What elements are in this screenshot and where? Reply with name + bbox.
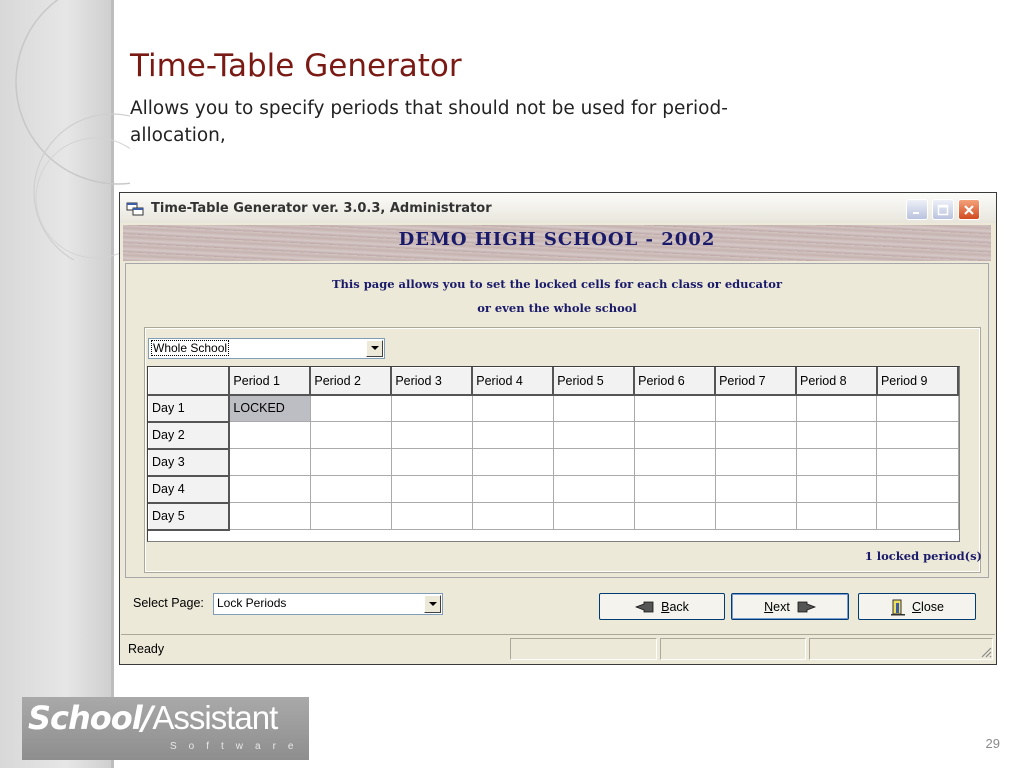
back-button[interactable] bbox=[599, 593, 725, 620]
grid-cell[interactable] bbox=[877, 395, 958, 422]
day-header[interactable]: Day 1 bbox=[149, 395, 230, 422]
grid-cell[interactable] bbox=[553, 395, 634, 422]
grid-cell[interactable] bbox=[391, 476, 472, 503]
grid-cell[interactable] bbox=[391, 395, 472, 422]
scope-dropdown-arrow[interactable] bbox=[366, 340, 383, 357]
grid-cell[interactable] bbox=[553, 422, 634, 449]
grid-cell[interactable] bbox=[715, 395, 796, 422]
grid-cell-locked[interactable]: LOCKED bbox=[229, 395, 310, 422]
day-header[interactable]: Day 2 bbox=[149, 422, 230, 449]
grid-header-row bbox=[149, 368, 959, 395]
minimize-icon bbox=[912, 205, 922, 215]
grid-cell[interactable] bbox=[796, 476, 877, 503]
lock-table bbox=[148, 367, 959, 531]
grid-cell[interactable] bbox=[472, 422, 553, 449]
grid-cell[interactable] bbox=[310, 449, 391, 476]
next-accel-key: N bbox=[764, 599, 774, 614]
period-header[interactable]: Period 1 bbox=[229, 368, 310, 395]
grid-cell[interactable] bbox=[310, 476, 391, 503]
logo-tagline: Software bbox=[170, 741, 306, 752]
grid-cell[interactable] bbox=[715, 422, 796, 449]
slide-title: Time-Table Generator bbox=[130, 48, 462, 84]
day-header[interactable]: Day 4 bbox=[149, 476, 230, 503]
grid-row-day-4 bbox=[149, 476, 959, 503]
period-header[interactable]: Period 4 bbox=[472, 368, 553, 395]
grid-cell[interactable] bbox=[472, 395, 553, 422]
status-bar bbox=[121, 634, 995, 661]
app-window-icon bbox=[126, 201, 144, 217]
grid-cell[interactable] bbox=[715, 449, 796, 476]
grid-cell[interactable] bbox=[715, 476, 796, 503]
back-label-rest: ack bbox=[669, 599, 689, 614]
grid-cell[interactable] bbox=[796, 395, 877, 422]
period-header[interactable]: Period 2 bbox=[310, 368, 391, 395]
grid-row-day-2 bbox=[149, 422, 959, 449]
schoolassistant-logo bbox=[22, 697, 309, 760]
timetable-grid bbox=[147, 366, 960, 542]
info-line-2: or even the whole school bbox=[477, 301, 637, 315]
grid-cell[interactable] bbox=[553, 449, 634, 476]
grid-cell[interactable] bbox=[877, 503, 958, 530]
day-header[interactable]: Day 3 bbox=[149, 449, 230, 476]
window-titlebar[interactable] bbox=[120, 193, 996, 223]
back-accel-key: B bbox=[661, 599, 670, 614]
status-pane-3 bbox=[660, 638, 806, 660]
scope-select[interactable] bbox=[148, 338, 385, 359]
logo-bold-text: School bbox=[28, 699, 142, 737]
next-button[interactable] bbox=[731, 593, 849, 620]
grid-cell[interactable] bbox=[796, 422, 877, 449]
back-button-label bbox=[661, 600, 689, 614]
locked-count: 1 locked period(s) bbox=[864, 549, 982, 563]
select-page-dropdown[interactable] bbox=[213, 593, 443, 615]
minimize-button[interactable] bbox=[906, 199, 928, 220]
pointing-hand-right-icon bbox=[796, 601, 816, 613]
grid-cell[interactable] bbox=[472, 476, 553, 503]
period-header[interactable]: Period 6 bbox=[634, 368, 715, 395]
school-name: DEMO HIGH SCHOOL - 2002 bbox=[398, 229, 716, 250]
grid-cell[interactable] bbox=[634, 449, 715, 476]
close-button-label bbox=[912, 600, 944, 614]
scope-select-value: Whole School bbox=[153, 341, 228, 355]
grid-cell[interactable] bbox=[472, 449, 553, 476]
page-number: 29 bbox=[985, 736, 1000, 751]
maximize-button[interactable] bbox=[932, 199, 954, 220]
logo-light-text: Assistant bbox=[152, 699, 278, 736]
close-label-rest: lose bbox=[921, 599, 944, 614]
close-icon bbox=[963, 204, 975, 216]
next-button-label bbox=[764, 600, 790, 614]
grid-cell[interactable] bbox=[472, 503, 553, 530]
period-header[interactable]: Period 3 bbox=[391, 368, 472, 395]
select-page-value: Lock Periods bbox=[217, 596, 287, 610]
logo-slash: / bbox=[141, 699, 153, 737]
grid-cell[interactable] bbox=[229, 503, 310, 530]
grid-row-day-3 bbox=[149, 449, 959, 476]
slide-subtitle: Allows you to specify periods that should not be used for period-allocation, bbox=[130, 98, 728, 146]
period-header[interactable]: Period 8 bbox=[796, 368, 877, 395]
grid-cell[interactable] bbox=[634, 422, 715, 449]
close-accel-key: C bbox=[912, 599, 922, 614]
grid-cell[interactable] bbox=[229, 476, 310, 503]
status-text: Ready bbox=[123, 638, 507, 660]
period-header[interactable]: Period 5 bbox=[553, 368, 634, 395]
grid-cell[interactable] bbox=[634, 476, 715, 503]
status-pane-4 bbox=[809, 638, 993, 660]
grid-cell[interactable] bbox=[877, 449, 958, 476]
grid-cell[interactable] bbox=[391, 449, 472, 476]
grid-cell[interactable] bbox=[229, 449, 310, 476]
grid-cell[interactable] bbox=[391, 503, 472, 530]
app-window bbox=[119, 192, 997, 665]
grid-cell[interactable] bbox=[310, 422, 391, 449]
pointing-hand-left-icon bbox=[635, 601, 655, 613]
maximize-icon bbox=[937, 204, 949, 216]
grid-row-day-1 bbox=[149, 395, 959, 422]
chevron-down-icon bbox=[371, 346, 379, 351]
grid-cell[interactable] bbox=[796, 503, 877, 530]
grid-cell[interactable] bbox=[877, 476, 958, 503]
period-header[interactable]: Period 7 bbox=[715, 368, 796, 395]
resize-grip-icon[interactable] bbox=[980, 646, 992, 658]
grid-cell[interactable] bbox=[229, 422, 310, 449]
grid-cell[interactable] bbox=[553, 503, 634, 530]
grid-cell[interactable] bbox=[310, 503, 391, 530]
info-line-1: This page allows you to set the locked cells for each class or educator bbox=[331, 277, 783, 291]
grid-cell[interactable] bbox=[715, 503, 796, 530]
exit-door-icon bbox=[890, 598, 906, 616]
grid-row-day-5 bbox=[149, 503, 959, 530]
grid-cell[interactable] bbox=[310, 395, 391, 422]
grid-cell[interactable] bbox=[796, 449, 877, 476]
close-button[interactable] bbox=[858, 593, 976, 620]
decorative-circles bbox=[0, 0, 130, 260]
window-title: Time-Table Generator ver. 3.0.3, Administrator bbox=[151, 201, 492, 216]
period-header[interactable]: Period 9 bbox=[877, 368, 958, 395]
day-header[interactable]: Day 5 bbox=[149, 503, 230, 530]
select-page-label: Select Page: bbox=[133, 596, 204, 610]
grid-cell[interactable] bbox=[391, 422, 472, 449]
school-banner bbox=[123, 225, 991, 261]
chevron-down-icon bbox=[429, 602, 437, 607]
grid-cell[interactable] bbox=[634, 395, 715, 422]
grid-cell[interactable] bbox=[877, 422, 958, 449]
close-window-button[interactable] bbox=[958, 199, 980, 220]
status-pane-2 bbox=[510, 638, 657, 660]
grid-cell[interactable] bbox=[634, 503, 715, 530]
grid-cell[interactable] bbox=[553, 476, 634, 503]
grid-corner-cell bbox=[149, 368, 230, 395]
next-label-rest: ext bbox=[773, 599, 790, 614]
select-page-arrow[interactable] bbox=[424, 595, 441, 613]
